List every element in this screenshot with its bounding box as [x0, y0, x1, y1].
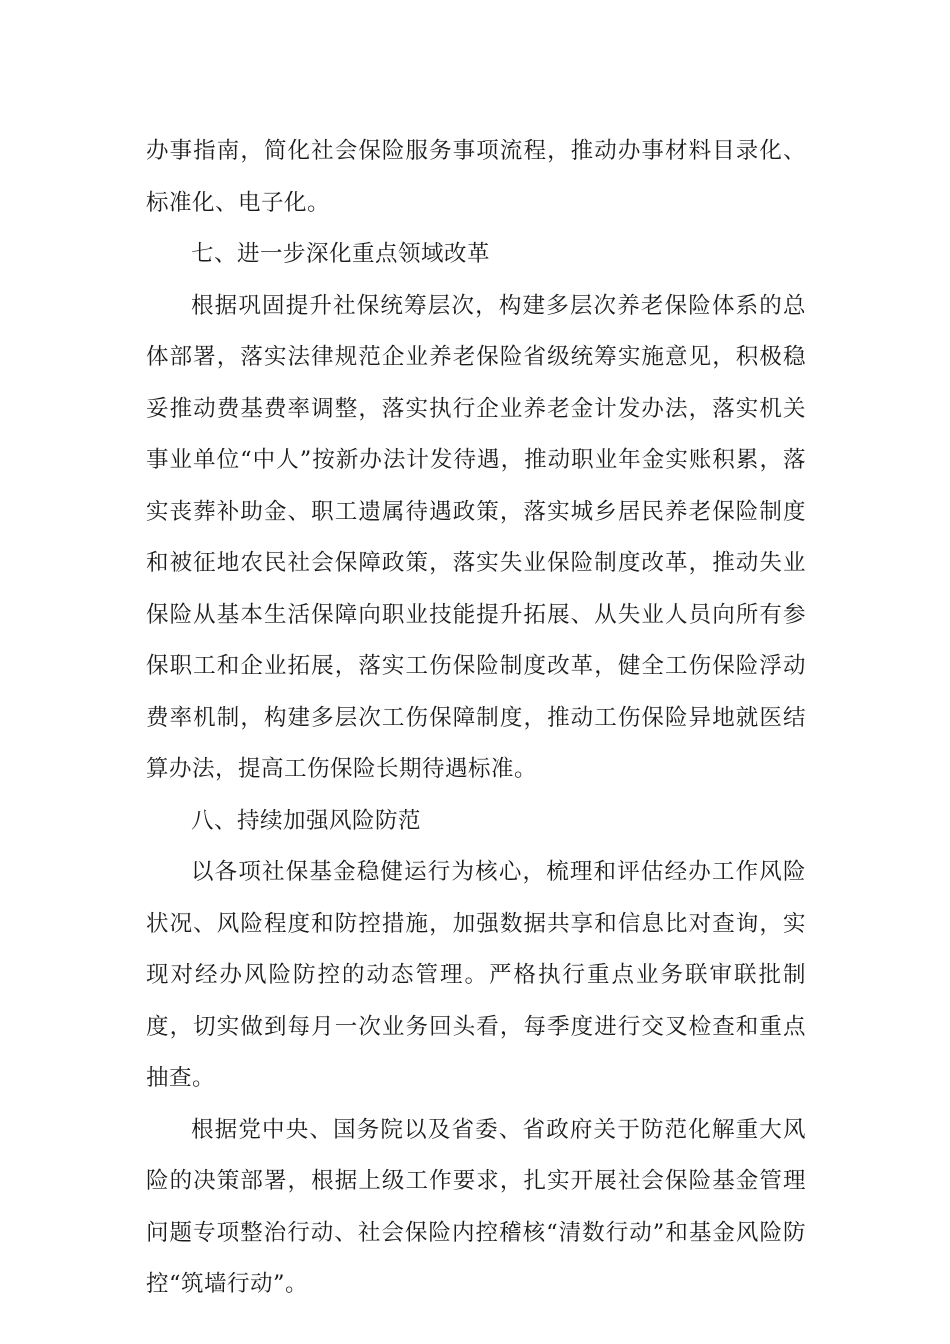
- paragraph-special-actions: 根据党中央、国务院以及省委、省政府关于防范化解重大风险的决策部署，根据上级工作要求，扎实开展社会保险基金管理问题专项整治行动、社会保险内控稽核“清数行动”和基金风险防控“筑墙行动”。: [146, 1116, 806, 1297]
- document-body: [146, 126, 806, 1311]
- paragraph-reform: 根据巩固提升社保统筹层次，构建多层次养老保险体系的总体部署，落实法律规范企业养老保险省级统筹实施意见，积极稳妥推动费基费率调整，落实执行企业养老金计发办法，落实机关事业单位“中人”按新办法计发待遇，推动职业年金实账积累，落实丧葬补助金、职工遗属待遇政策，落实城乡居民养老保险制度和被征地农民社会保障政策，落实失业保险制度改革，推动失业保险从基本生活保障向职业技能提升拓展、从失业人员向所有参保职工和企业拓展，落实工伤保险制度改革，健全工伤保险浮动费率机制，构建多层次工伤保障制度，推动工伤保险异地就医结算办法，提高工伤保险长期待遇标准。: [146, 292, 806, 782]
- paragraph-risk-management: 以各项社保基金稳健运行为核心，梳理和评估经办工作风险状况、风险程度和防控措施，加强数据共享和信息比对查询，实现对经办风险防控的动态管理。严格执行重点业务联审联批制度，切实做到每月一次业务回头看，每季度进行交叉检查和重点抽查。: [146, 859, 806, 1091]
- section-heading-8: 八、持续加强风险防范: [191, 807, 422, 834]
- paragraph-continuation: 办事指南，简化社会保险服务事项流程，推动办事材料目录化、标准化、电子化。: [146, 138, 806, 216]
- section-heading-7: 七、进一步深化重点领域改革: [191, 241, 491, 267]
